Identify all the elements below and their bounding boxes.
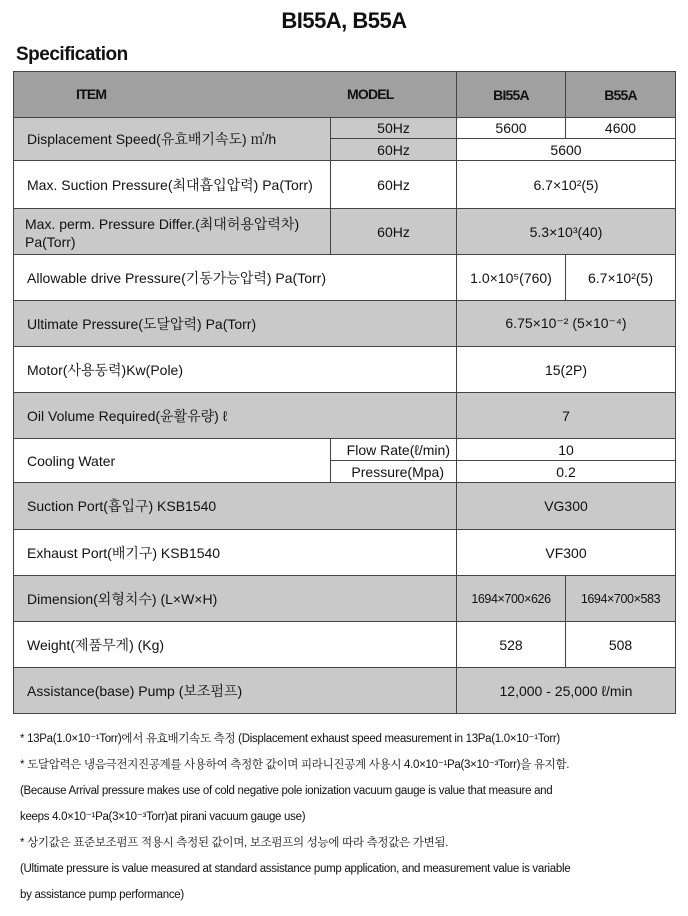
row-value: 1694×700×583 <box>566 576 676 622</box>
header-item-model <box>14 72 457 118</box>
row-label: Cooling Water <box>14 439 331 483</box>
table-row <box>14 576 676 622</box>
page-title: BI55A, B55A <box>281 8 407 33</box>
row-value: 1.0×10⁵(760) <box>457 255 566 301</box>
table-row <box>14 118 676 139</box>
footnote: * 도달압력은 냉음극전지진공계를 사용하여 측정한 값이며 피라니진공계 사용시 4.0×10⁻¹Pa(3×10⁻³Torr)을 유지함. <box>20 759 570 771</box>
footnotes <box>20 726 680 908</box>
header-row <box>14 72 676 118</box>
footnote: * 상기값은 표준보조펌프 적용시 측정된 값이며, 보조펌프의 성능에 따라 측정값은 가변됨. <box>20 837 449 849</box>
row-label: Max. perm. Pressure Differ.(최대허용압력차) Pa(Torr) <box>14 209 331 255</box>
row-value: 6.75×10⁻² (5×10⁻⁴) <box>457 301 676 347</box>
table-row <box>14 668 676 714</box>
row-value: 508 <box>566 622 676 668</box>
row-label: Displacement Speed(유효배기속도) ㎥/h <box>14 118 331 161</box>
table-row <box>14 161 676 209</box>
footnote: (Ultimate pressure is value measured at standard assistance pump application, and measurement value is variable <box>20 863 571 875</box>
row-value: 1694×700×626 <box>457 576 566 622</box>
footnote: * 13Pa(1.0×10⁻¹Torr)에서 유효배기속도 측정 (Displacement exhaust speed measurement in 13Pa(1.0×10⁻¹Torr) <box>20 733 560 745</box>
table-row <box>14 393 676 439</box>
row-value: 5.3×10³(40) <box>457 209 676 255</box>
row-value: 7 <box>457 393 676 439</box>
row-label: Max. Suction Pressure(최대흡입압력) Pa(Torr) <box>14 161 331 209</box>
header-model-1: BI55A <box>457 72 566 118</box>
row-value: 5600 <box>457 139 676 161</box>
row-condition: 60Hz <box>331 209 457 255</box>
row-label: Suction Port(흡입구) KSB1540 <box>14 483 457 530</box>
footnote: (Because Arrival pressure makes use of cold negative pole ionization vacuum gauge is value that measure and <box>20 785 553 797</box>
footnote: keeps 4.0×10⁻¹Pa(3×10⁻³Torr)at pirani vacuum gauge use) <box>20 811 306 823</box>
row-value: 4600 <box>566 118 676 139</box>
row-value: VF300 <box>457 530 676 576</box>
row-value: VG300 <box>457 483 676 530</box>
row-value: 6.7×10²(5) <box>457 161 676 209</box>
footnote: by assistance pump performance) <box>20 889 184 901</box>
row-value: 12,000 - 25,000 ℓ/min <box>457 668 676 714</box>
row-label: Motor(사용동력)Kw(Pole) <box>14 347 457 393</box>
header-model-2: B55A <box>566 72 676 118</box>
table-row <box>14 301 676 347</box>
table-row <box>14 209 676 255</box>
row-label: Allowable drive Pressure(기동가능압력) Pa(Torr) <box>14 255 457 301</box>
row-label: Weight(제품무게) (Kg) <box>14 622 457 668</box>
row-value: 10 <box>457 439 676 461</box>
row-condition: 50Hz <box>331 118 457 139</box>
table-row <box>14 530 676 576</box>
table-row <box>14 622 676 668</box>
row-value: 528 <box>457 622 566 668</box>
row-label: Ultimate Pressure(도달압력) Pa(Torr) <box>14 301 457 347</box>
row-condition: 60Hz <box>331 139 457 161</box>
row-condition: Pressure(Mpa) <box>331 461 457 483</box>
row-value: 6.7×10²(5) <box>566 255 676 301</box>
table-row <box>14 439 676 461</box>
row-label: Exhaust Port(배기구) KSB1540 <box>14 530 457 576</box>
table-row <box>14 347 676 393</box>
header-item: ITEM <box>76 86 107 102</box>
row-condition: Flow Rate(ℓ/min) <box>331 439 457 461</box>
row-label: Assistance(base) Pump (보조펌프) <box>14 668 457 714</box>
row-label: Oil Volume Required(윤활유량) ℓ <box>14 393 457 439</box>
header-model: MODEL <box>347 86 394 102</box>
spec-table <box>13 71 676 714</box>
row-value: 0.2 <box>457 461 676 483</box>
row-label: Dimension(외형치수) (L×W×H) <box>14 576 457 622</box>
row-value: 5600 <box>457 118 566 139</box>
section-title: Specification <box>16 44 128 65</box>
row-condition: 60Hz <box>331 161 457 209</box>
table-row <box>14 255 676 301</box>
table-row <box>14 483 676 530</box>
row-value: 15(2P) <box>457 347 676 393</box>
